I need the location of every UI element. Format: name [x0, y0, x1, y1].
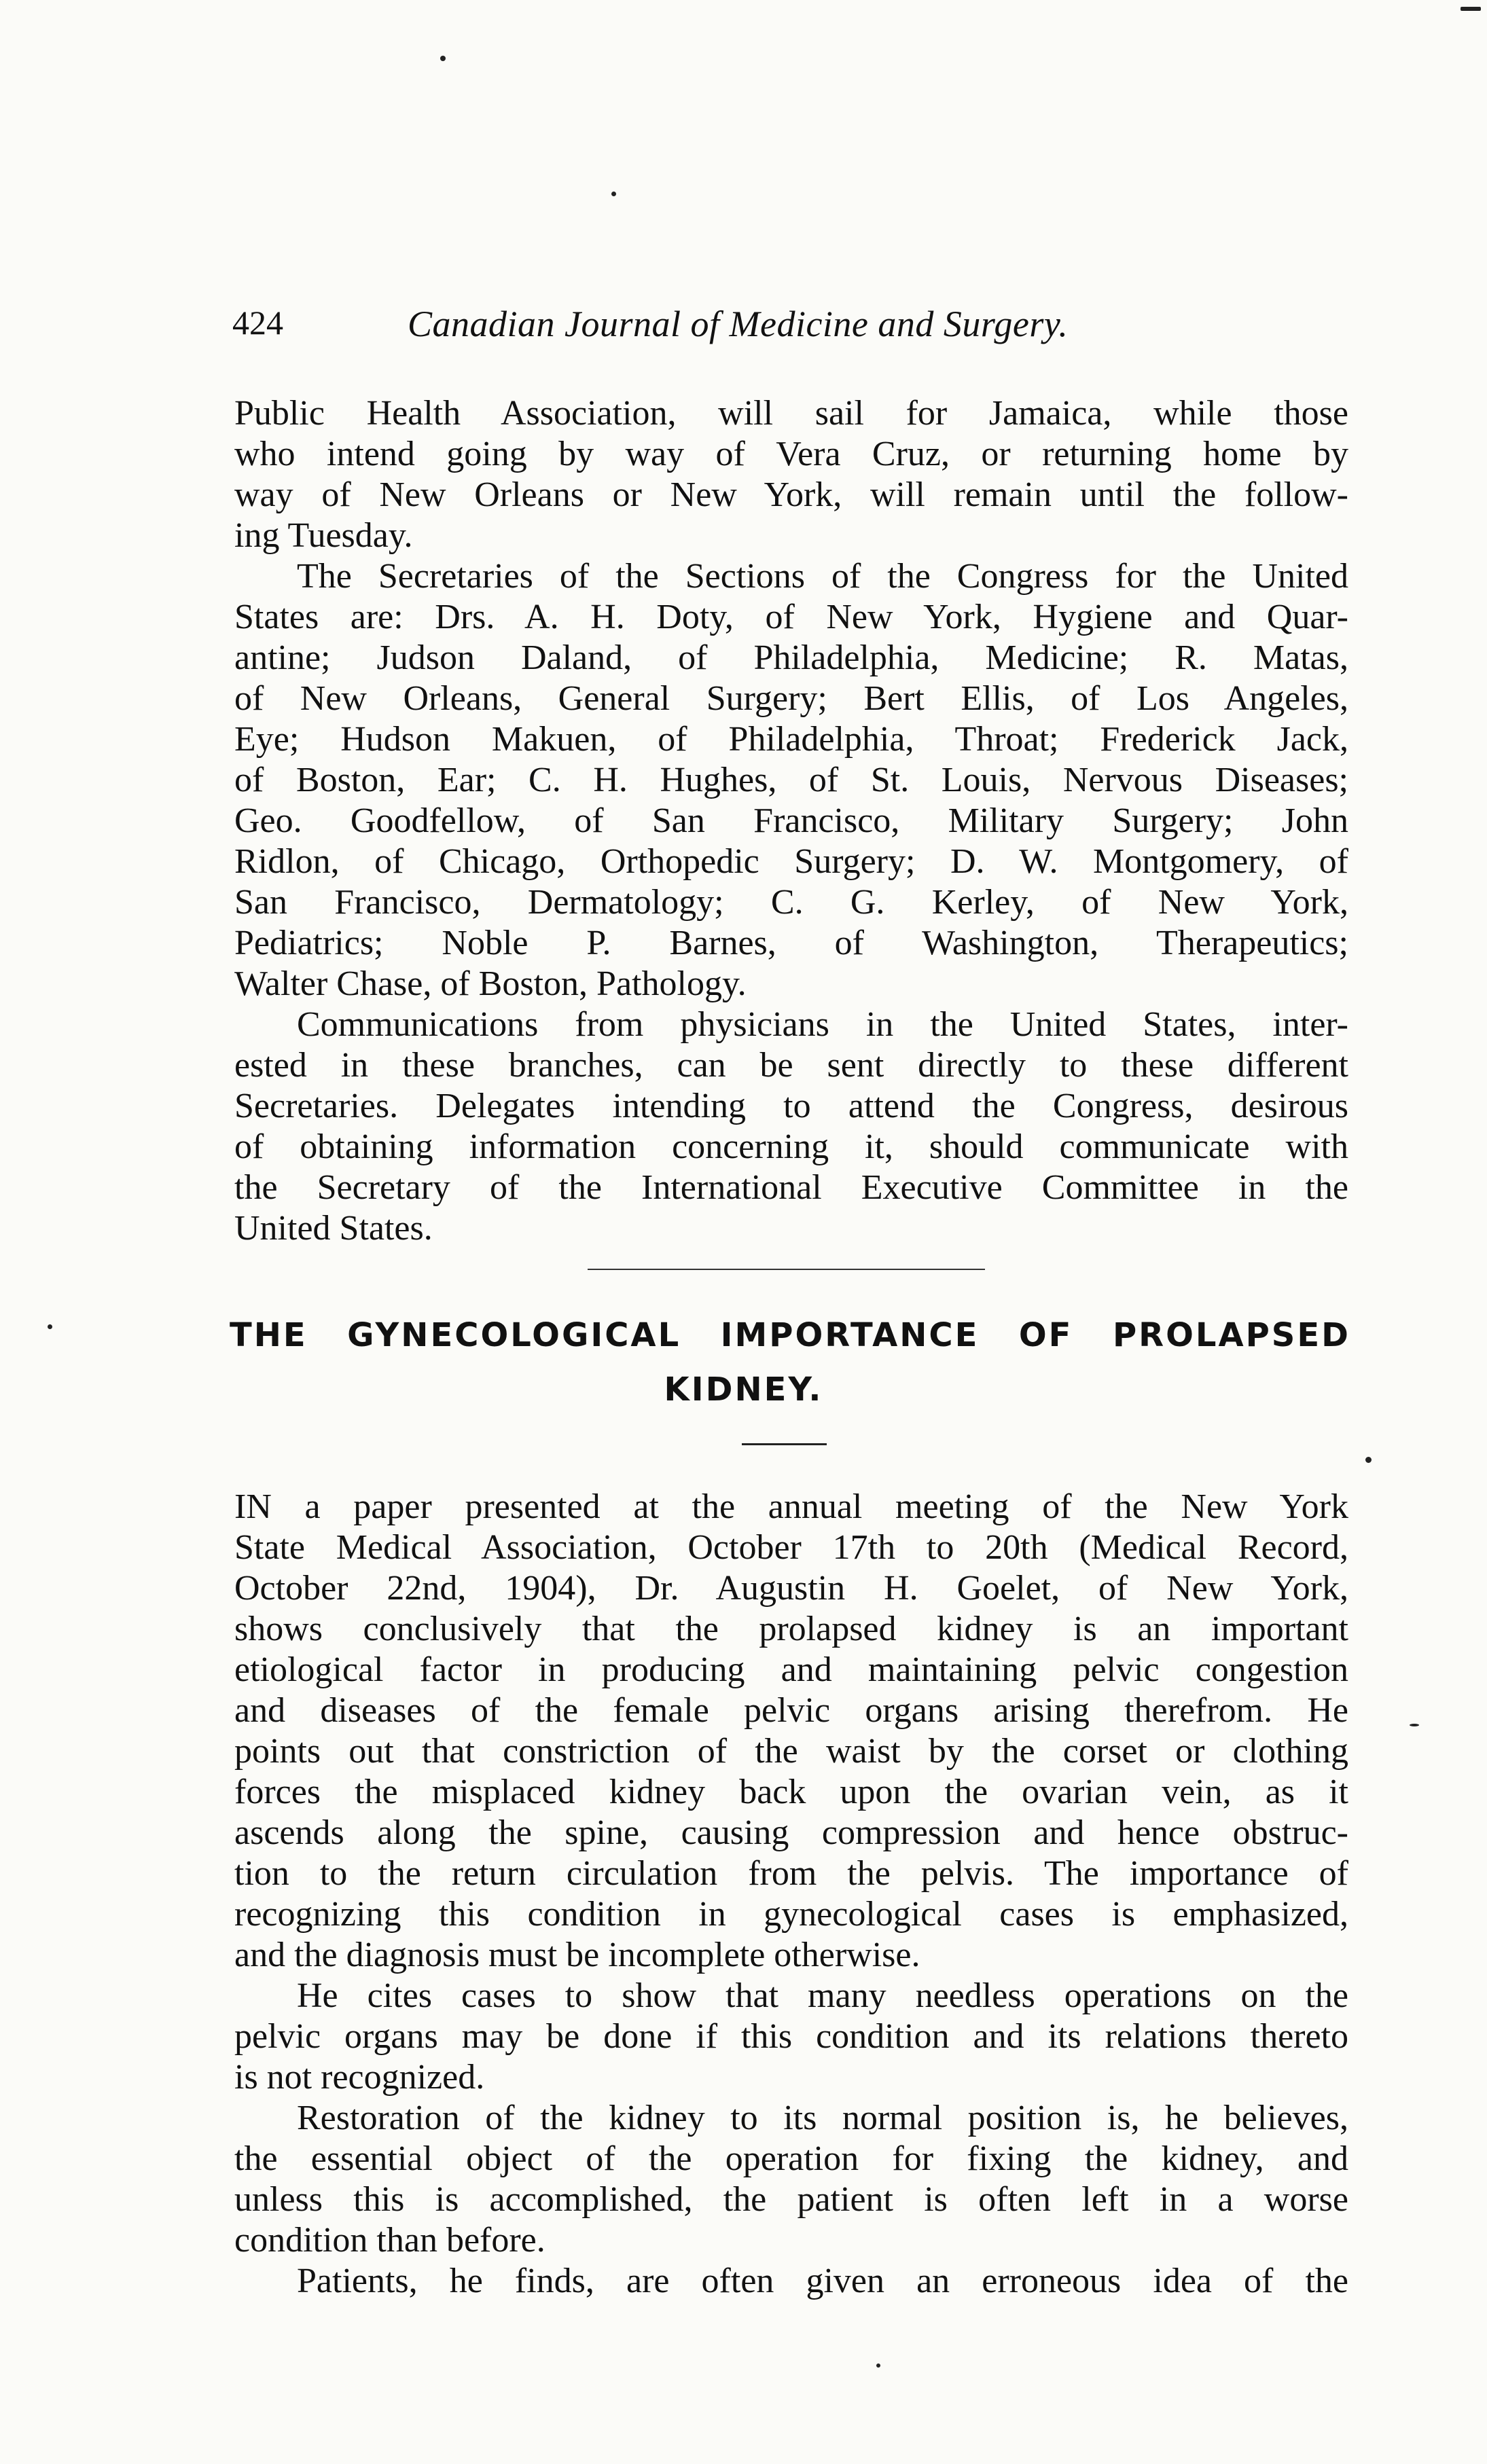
text-line: who intend going by way of Vera Cruz, or returning home by	[234, 435, 1348, 473]
text-line: of New Orleans, General Surgery; Bert Ellis, of Los Angeles,	[234, 679, 1348, 718]
text-line: of Boston, Ear; C. H. Hughes, of St. Louis, Nervous Diseases;	[234, 761, 1348, 799]
text-line: San Francisco, Dermatology; C. G. Kerley, of New York,	[234, 883, 1348, 922]
title-word: IMPORTANCE	[720, 1316, 980, 1354]
text-line: The Secretaries of the Sections of the Congress for the United	[297, 557, 1348, 596]
text-line: way of New Orleans or New York, will remain until the follow-	[234, 475, 1348, 514]
text-line: Eye; Hudson Makuen, of Philadelphia, Throat; Frederick Jack,	[234, 720, 1348, 759]
text-line: antine; Judson Daland, of Philadelphia, Medicine; R. Matas,	[234, 638, 1348, 677]
scan-speck	[876, 2363, 880, 2368]
scan-speck	[48, 1324, 52, 1329]
title-word: OF	[1018, 1316, 1073, 1354]
text-line: the Secretary of the International Executive Committee in the	[234, 1168, 1348, 1207]
text-line: of obtaining information concerning it, should communicate with	[234, 1127, 1348, 1166]
section-divider-rule	[588, 1269, 985, 1270]
text-line: Pediatrics; Noble P. Barnes, of Washington, Therapeutics;	[234, 924, 1348, 962]
text-line: Public Health Association, will sail for Jamaica, while those	[234, 394, 1348, 433]
text-line: ested in these branches, can be sent directly to these different	[234, 1046, 1348, 1085]
text-line: points out that constriction of the waist by the corset or clothing	[234, 1732, 1348, 1771]
page-number: 424	[232, 304, 283, 342]
text-line: ing Tuesday.	[234, 516, 413, 555]
text-line: Communications from physicians in the United States, inter-	[297, 1005, 1348, 1044]
text-line: condition than before.	[234, 2221, 545, 2260]
text-line: He cites cases to show that many needless operations on the	[297, 1976, 1348, 2015]
text-line: Geo. Goodfellow, of San Francisco, Military Surgery; John	[234, 801, 1348, 840]
text-line: IN a paper presented at the annual meeting of the New York	[234, 1487, 1348, 1526]
text-line: ascends along the spine, causing compression and hence obstruc-	[234, 1813, 1348, 1852]
title-word: PROLAPSED	[1112, 1316, 1350, 1354]
title-short-rule	[742, 1443, 827, 1445]
article-title-line1	[230, 1316, 1350, 1354]
text-line: and the diagnosis must be incomplete otherwise.	[234, 1936, 920, 1974]
text-line: pelvic organs may be done if this condition and its relations thereto	[234, 2017, 1348, 2056]
text-line: Secretaries. Delegates intending to attend the Congress, desirous	[234, 1087, 1348, 1125]
text-line: unless this is accomplished, the patient is often left in a worse	[234, 2180, 1348, 2219]
scan-speck	[440, 56, 446, 61]
running-title: Canadian Journal of Medicine and Surgery.	[408, 304, 1069, 344]
text-line: the essential object of the operation for fixing the kidney, and	[234, 2139, 1348, 2178]
text-line: Patients, he finds, are often given an erroneous idea of the	[297, 2262, 1348, 2300]
text-line: Restoration of the kidney to its normal position is, he believes,	[297, 2099, 1348, 2137]
text-line: recognizing this condition in gynecological cases is emphasized,	[234, 1895, 1348, 1934]
text-line: October 22nd, 1904), Dr. Augustin H. Goelet, of New York,	[234, 1569, 1348, 1608]
text-line: State Medical Association, October 17th to 20th (Medical Record,	[234, 1528, 1348, 1567]
text-line: Walter Chase, of Boston, Pathology.	[234, 964, 747, 1003]
text-line: United States.	[234, 1209, 433, 1248]
scan-speck	[1410, 1724, 1419, 1726]
text-line: States are: Drs. A. H. Doty, of New York, Hygiene and Quar-	[234, 598, 1348, 636]
scan-speck	[1365, 1457, 1372, 1463]
text-line: and diseases of the female pelvic organs arising therefrom. He	[234, 1691, 1348, 1730]
scan-speck	[1461, 7, 1481, 11]
scan-speck	[611, 192, 616, 196]
title-word: THE	[230, 1316, 308, 1354]
title-word: GYNECOLOGICAL	[347, 1316, 681, 1354]
text-line: shows conclusively that the prolapsed kidney is an important	[234, 1610, 1348, 1648]
text-line: tion to the return circulation from the pelvis. The importance of	[234, 1854, 1348, 1893]
text-line: forces the misplaced kidney back upon the ovarian vein, as it	[234, 1773, 1348, 1811]
article-title-line2: KIDNEY.	[664, 1371, 823, 1409]
text-line: is not recognized.	[234, 2058, 485, 2097]
text-line: Ridlon, of Chicago, Orthopedic Surgery; D. W. Montgomery, of	[234, 842, 1348, 881]
text-line: etiological factor in producing and maintaining pelvic congestion	[234, 1650, 1348, 1689]
